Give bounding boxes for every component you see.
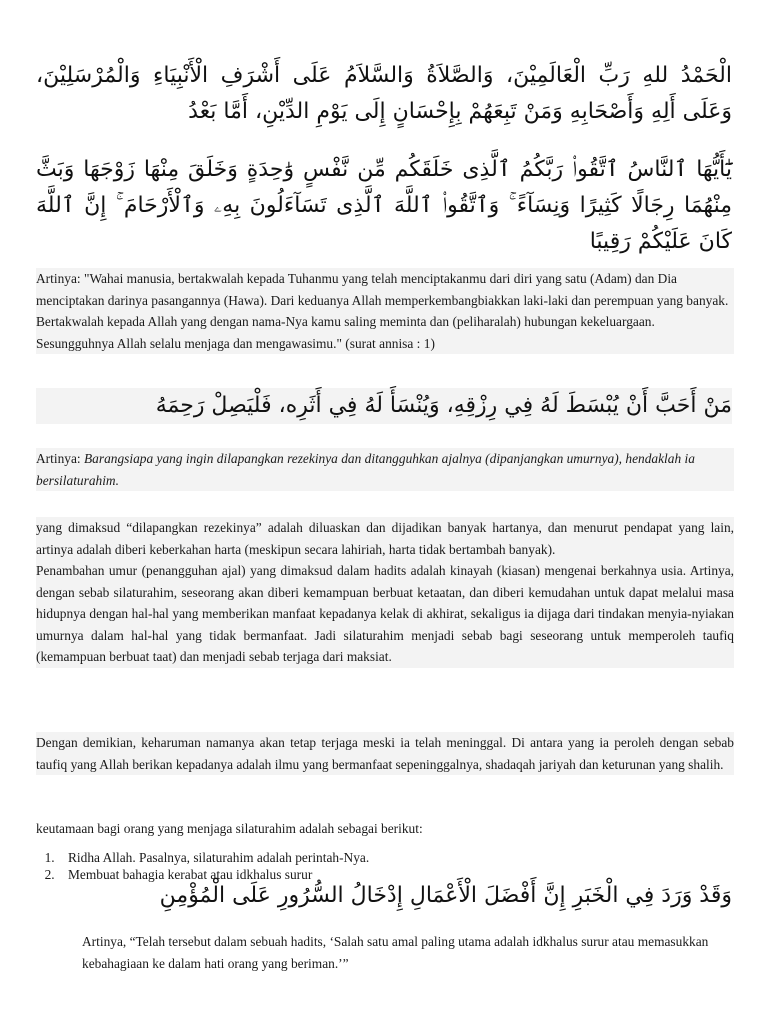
hadith-surur-translation: Artinya, “Telah tersebut dalam sebuah hadits, ‘Salah satu amal paling utama adalah idkhalus surur atau memasukkan kebahagiaan ke dalam hati orang yang beriman.’” <box>82 934 709 971</box>
translation-italic: Barangsiapa yang ingin dilapangkan rezekinya dan ditangguhkan ajalnya (dipanjangkan umurnya), hendaklah ia bersilaturahim. <box>36 451 695 488</box>
explanation-rezeki: yang dimaksud “dilapangkan rezekinya” adalah diluaskan dan dijadikan banyak hartanya, dan menurut pendapat yang lain, artinya adalah diberi keberkahan harta (meskipun secara lahiriah, harta tidak bertambah banyak). <box>36 520 734 557</box>
explanation-keharuman: Dengan demikian, keharuman namanya akan tetap terjaga meski ia telah meninggal. Di antara yang ia peroleh dengan sebab taufiq yang Allah berikan kepadanya adalah ilmu yang bermanfaat sepeninggalnya, shadaqah jariyah dan keturunan yang shalih. <box>36 732 734 775</box>
hadith-silaturahim-arabic: مَنْ أَحَبَّ أَنْ يُبْسَطَ لَهُ فِي رِزْقِهِ، وَيُنْسَأَ لَهُ فِي أَثَرِه، فَلْيَصِلْ رَحِمَهُ <box>36 388 732 424</box>
hadith-surur-arabic: وَقَدْ وَرَدَ فِي الْخَبَرِ إِنَّ أَفْضَلَ الْأَعْمَالِ إِدْخَالُ السُّرُورِ عَلَى الْمُؤْمِنِ <box>159 883 732 908</box>
list-item: 1. Ridha Allah. Pasalnya, silaturahim adalah perintah-Nya. <box>58 849 756 866</box>
opening-praise-arabic: الْحَمْدُ للهِ رَبِّ الْعَالَمِيْنَ، وَالصَّلاَةُ وَالسَّلاَمُ عَلَى أَشْرَفِ الْأَنْبِيَاءِ وَالْمُرْسَلِيْنَ، وَعَلَى أَلِهِ وَأَصْحَابِهِ وَمَنْ تَبِعَهُمْ بِإِحْسَانٍ إِلَى يَوْمِ الدِّيْنِ، أَمَّا بَعْدُ <box>36 63 732 124</box>
list-item: 2. Membuat bahagia kerabat atau idkhalus surur <box>58 866 756 883</box>
translation-prefix: Artinya: <box>36 451 81 466</box>
virtues-intro: keutamaan bagi orang yang menjaga silaturahim adalah sebagai berikut: <box>36 821 423 836</box>
explanation-umur: Penambahan umur (penangguhan ajal) yang dimaksud dalam hadits adalah kinayah (kiasan) mengenai berkahnya usia. Artinya, dengan sebab silaturahim, seseorang akan diberi kemampuan berbuat ketaatan, dan diberi kemudahan untuk dapat melalui masa hidupnya dengan hal-hal yang memberikan manfaat kepadanya kelak di akhirat, sekaligus ia dijaga dari tindakan menyia-nyiakan umurnya dalam hal-hal yang tidak bermanfaat. Jadi silaturahim menjadi sebab bagi seseorang untuk memperoleh taufiq (kemampuan berbuat taat) dan menjadi sebab terjaga dari maksiat. <box>36 563 734 664</box>
hadith-translation <box>36 448 734 491</box>
verse-translation: Artinya: "Wahai manusia, bertakwalah kepada Tuhanmu yang telah menciptakanmu dari diri yang satu (Adam) dan Dia menciptakan darinya pasangannya (Hawa). Dari keduanya Allah memperkembangbiakkan laki-laki dan perempuan yang banyak. Bertakwalah kepada Allah yang dengan nama-Nya kamu saling meminta dan (peliharalah) hubungan kekeluargaan. Sesungguhnya Allah selalu menjaga dan mengawasimu." (surat annisa : 1) <box>36 268 734 354</box>
quran-verse-arabic: يَٰٓأَيُّهَا ٱلنَّاسُ ٱتَّقُوا۟ رَبَّكُمُ ٱلَّذِى خَلَقَكُم مِّن نَّفْسٍ وَٰحِدَةٍ وَخَلَقَ مِنْهَا زَوْجَهَا وَبَثَّ مِنْهُمَا رِجَالًا كَثِيرًا وَنِسَآءً ۚ وَٱتَّقُوا۟ ٱللَّهَ ٱلَّذِى تَسَآءَلُونَ بِهِۦ وَٱلْأَرْحَامَ ۚ إِنَّ ٱللَّهَ كَانَ عَلَيْكُمْ رَقِيبًا <box>36 157 732 254</box>
explanation-block <box>36 517 734 668</box>
